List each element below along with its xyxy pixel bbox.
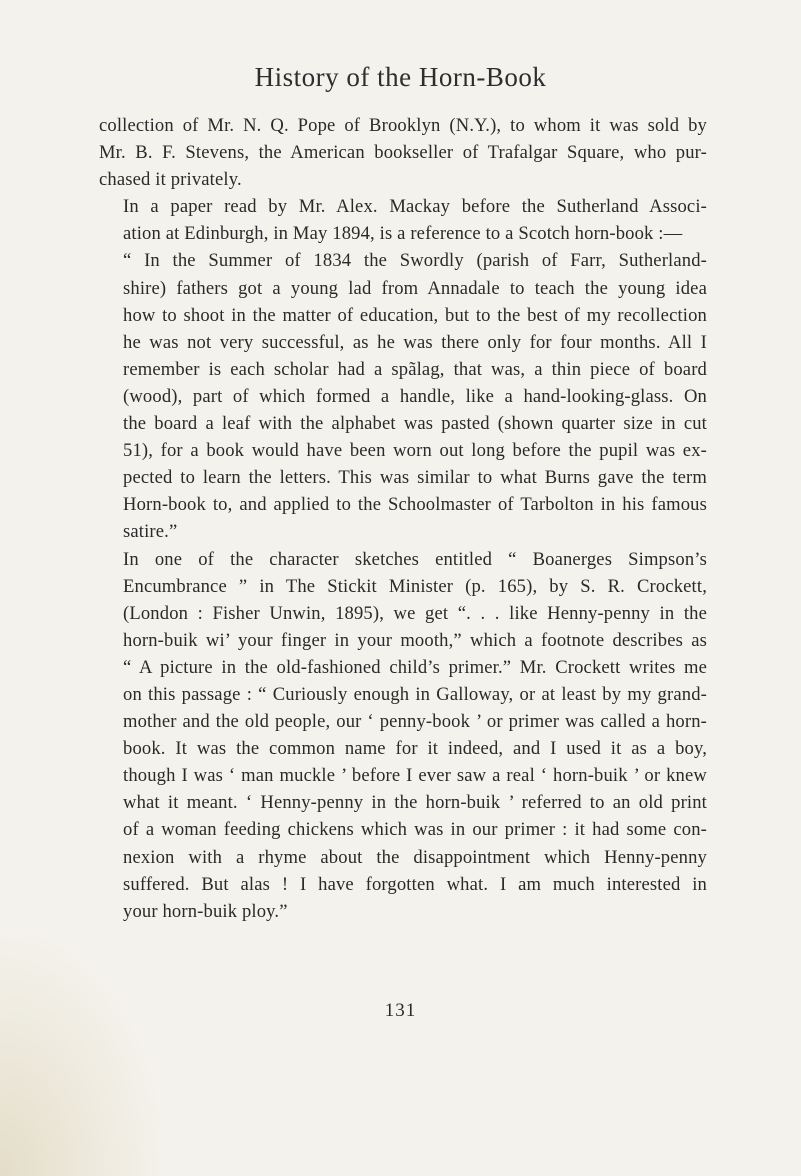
text-line: Mr. B. F. Stevens, the American bookseller of Trafalgar Square, who pur-: [99, 142, 707, 164]
text-line: nexion with a rhyme about the disappointment which Henny-penny: [123, 846, 707, 868]
text-line: In one of the character sketches entitled “ Boanerges Simpson’s: [123, 548, 707, 570]
text-line: Encumbrance ” in The Stickit Minister (p. 165), by S. R. Crockett,: [123, 575, 707, 597]
text-line: 51), for a book would have been worn out long before the pupil was ex-: [123, 440, 707, 462]
text-line: though I was ‘ man muckle ’ before I ever saw a real ‘ horn-buik ’ or knew: [123, 765, 707, 787]
body-text: [99, 112, 707, 925]
paper-stain: [0, 936, 160, 1176]
paragraph: [99, 193, 707, 247]
paragraph: [99, 247, 707, 545]
text-line: your horn-buik ploy.”: [123, 900, 288, 922]
text-line: (wood), part of which formed a handle, like a hand-looking-glass. On: [123, 385, 707, 407]
text-line: how to shoot in the matter of education, but to the best of my recollection: [123, 304, 707, 326]
text-line: suffered. But alas ! I have forgotten what. I am much interested in: [123, 873, 707, 895]
text-line: pected to learn the letters. This was similar to what Burns gave the term: [123, 467, 707, 489]
text-line: remember is each scholar had a spãlag, that was, a thin piece of board: [123, 358, 707, 380]
paragraph: [99, 112, 707, 193]
text-line: “ A picture in the old-fashioned child’s primer.” Mr. Crockett writes me: [123, 656, 707, 678]
page-number: 131: [384, 1000, 417, 1021]
text-line: “ In the Summer of 1834 the Swordly (parish of Farr, Sutherland-: [123, 250, 707, 272]
text-line: (London : Fisher Unwin, 1895), we get “. . . like Henny-penny in the: [123, 602, 707, 624]
text-line: the board a leaf with the alphabet was pasted (shown quarter size in cut: [123, 413, 707, 435]
text-line: Horn-book to, and applied to the Schoolmaster of Tarbolton in his famous: [123, 494, 707, 516]
text-line: horn-buik wi’ your finger in your mooth,” which a footnote describes as: [123, 629, 707, 651]
paragraph: [99, 546, 707, 925]
text-line: mother and the old people, our ‘ penny-book ’ or primer was called a horn-: [123, 711, 707, 733]
text-line: he was not very successful, as he was there only for four months. All I: [123, 331, 707, 353]
text-line: book. It was the common name for it indeed, and I used it as a boy,: [123, 738, 707, 760]
text-line: of a woman feeding chickens which was in our primer : it had some con-: [123, 819, 707, 841]
text-line: chased it privately.: [99, 169, 242, 191]
text-line: collection of Mr. N. Q. Pope of Brooklyn (N.Y.), to whom it was sold by: [99, 115, 707, 136]
running-head: History of the Horn-Book: [254, 62, 547, 92]
text-line: ation at Edinburgh, in May 1894, is a reference to a Scotch horn-book :—: [123, 223, 683, 245]
text-line: on this passage : “ Curiously enough in Galloway, or at least by my grand-: [123, 683, 707, 705]
text-line: satire.”: [123, 521, 178, 543]
text-line: shire) fathers got a young lad from Annadale to teach the young idea: [123, 277, 707, 299]
text-line: what it meant. ‘ Henny-penny in the horn-buik ’ referred to an old print: [123, 792, 707, 814]
text-line: In a paper read by Mr. Alex. Mackay before the Sutherland Associ-: [123, 196, 707, 218]
